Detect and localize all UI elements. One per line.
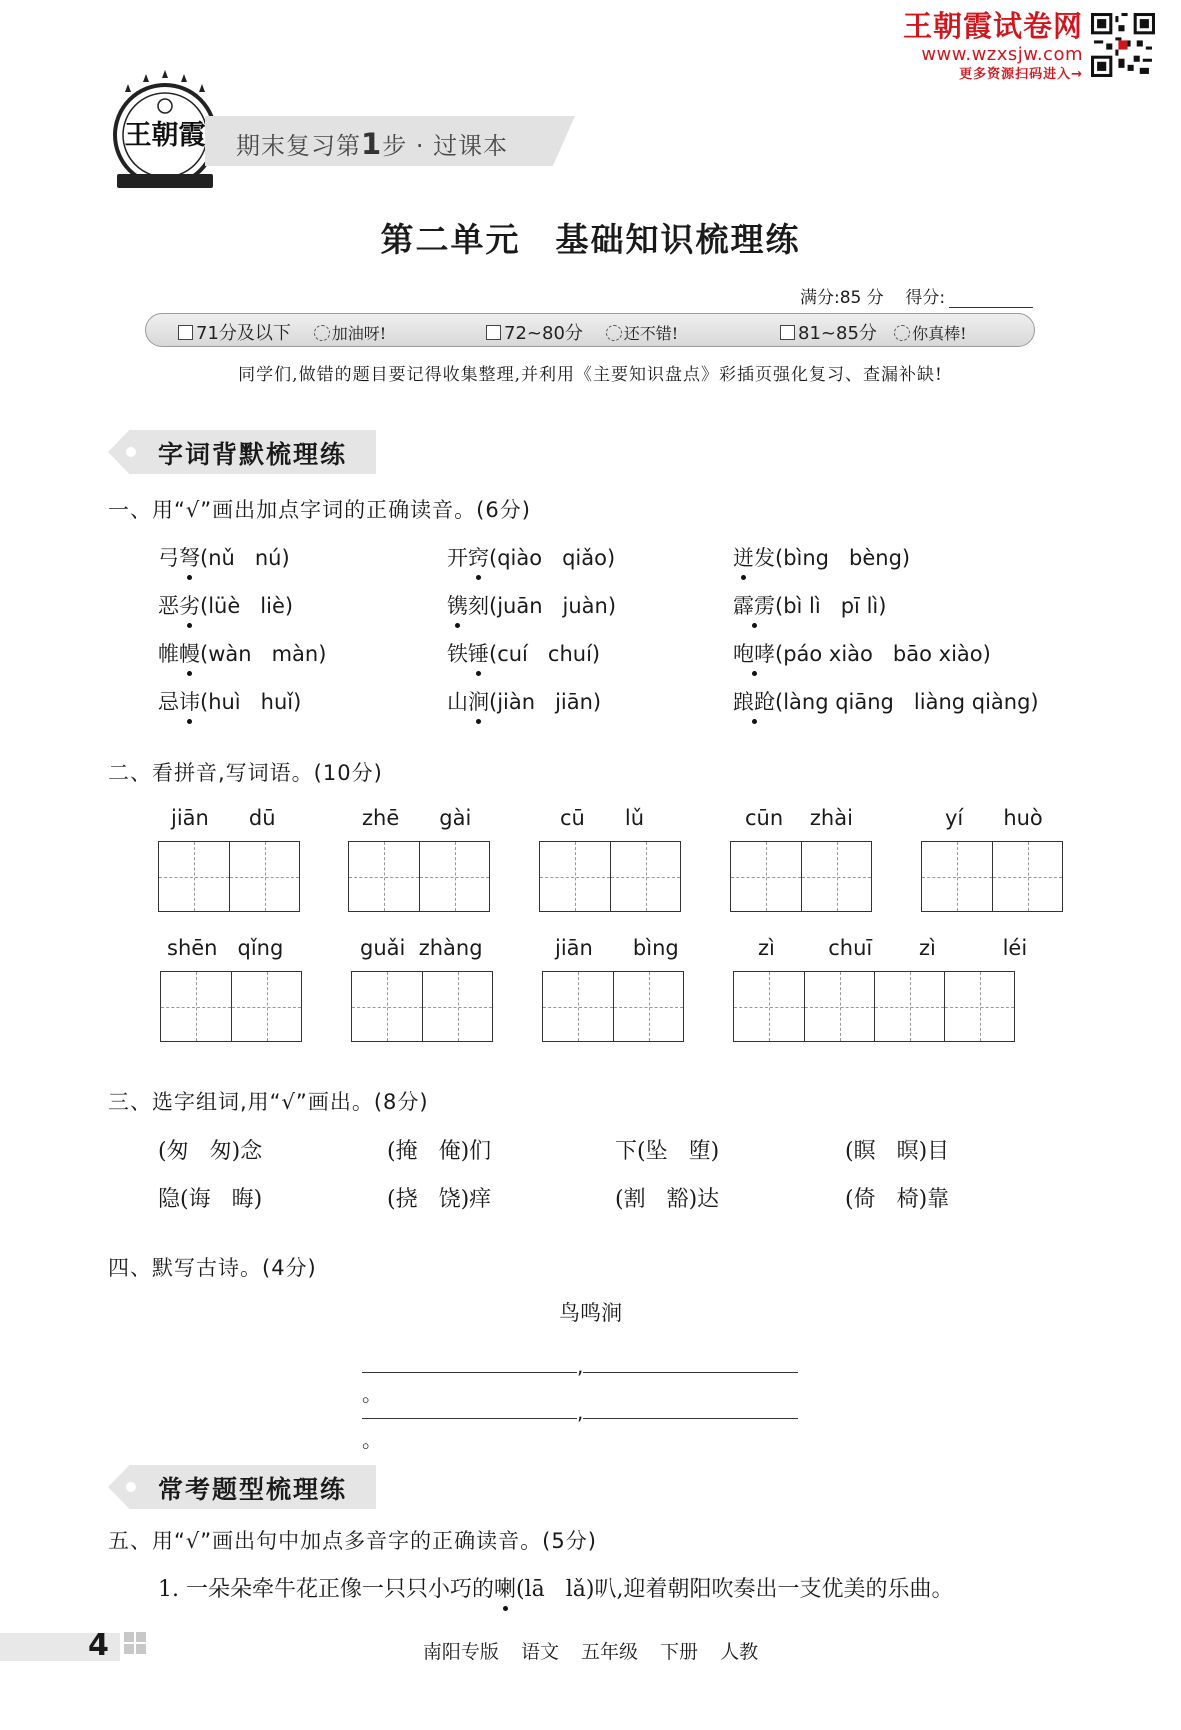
brand-more: 更多资源扫码进入→ xyxy=(959,67,1083,82)
page-title: 第二单元 基础知识梳理练 xyxy=(380,220,801,259)
pinyin-label: guǎi zhàng xyxy=(360,936,483,960)
brand-block xyxy=(902,9,1083,82)
q1-item[interactable]: 铁锤(cuí chuí) xyxy=(447,638,600,668)
q1-item[interactable]: 踉跄(làng qiāng liàng qiàng) xyxy=(733,686,1039,716)
smiley-icon xyxy=(894,325,910,341)
pinyin-label: zhē gài xyxy=(362,806,472,830)
q1-item[interactable]: 山涧(jiàn jiān) xyxy=(447,686,601,716)
svg-text:王朝霞: 王朝霞 xyxy=(124,120,206,151)
q1-item[interactable]: 帷幔(wàn màn) xyxy=(158,638,326,668)
checkbox-icon[interactable] xyxy=(780,325,795,340)
q3-item[interactable]: (挠 饶)痒 xyxy=(387,1187,492,1212)
tianzige-box[interactable] xyxy=(160,971,302,1042)
q5-sentence-1[interactable]: 1. 一朵朵牵牛花正像一只只小巧的喇(lā lǎ)叭,迎着朝阳吹奏出一支优美的乐曲。 xyxy=(158,1572,953,1603)
rating-option-1[interactable]: 71分及以下 加油呀! xyxy=(178,319,386,345)
pinyin-label: zì chuī zì léi xyxy=(758,936,1028,960)
pinyin-label: jiān bìng xyxy=(555,936,679,960)
brand-url[interactable]: www.wzxsjw.com xyxy=(921,44,1083,65)
score-label: 得分: xyxy=(905,288,946,308)
question-1-title: 一、用“√”画出加点字词的正确读音。(6分) xyxy=(108,498,531,522)
q1-item[interactable]: 霹雳(bì lì pī lì) xyxy=(733,590,886,620)
answer-blank[interactable] xyxy=(583,1417,798,1419)
tianzige-box[interactable] xyxy=(539,841,681,912)
qr-code-icon[interactable] xyxy=(1091,13,1155,77)
q1-item[interactable]: 恶劣(lüè liè) xyxy=(158,590,293,620)
q1-item[interactable]: 镌刻(juān juàn) xyxy=(447,590,616,620)
pinyin-label: shēn qǐng xyxy=(167,936,284,960)
pinyin-label: yí huò xyxy=(945,806,1043,830)
footer-text: 南阳专版 语文 五年级 下册 人教 xyxy=(422,1641,759,1663)
rating-option-2[interactable]: 72~80分 还不错! xyxy=(486,319,678,345)
q1-item[interactable]: 忌讳(huì huǐ) xyxy=(158,686,301,716)
q1-item[interactable]: 咆哮(páo xiào bāo xiào) xyxy=(733,638,991,668)
section-title-2: 常考题型梳理练 xyxy=(158,1475,348,1504)
q1-item[interactable]: 弓弩(nǔ nú) xyxy=(158,542,290,572)
answer-blank[interactable] xyxy=(362,1371,577,1373)
tianzige-box[interactable] xyxy=(730,841,872,912)
tianzige-box[interactable] xyxy=(921,841,1063,912)
rating-option-3[interactable]: 81~85分 你真棒! xyxy=(780,319,967,345)
smiley-icon xyxy=(314,325,330,341)
question-5-title: 五、用“√”画出句中加点多音字的正确读音。(5分) xyxy=(108,1529,597,1553)
pinyin-label: cū lǔ xyxy=(560,806,645,830)
tianzige-box[interactable] xyxy=(158,841,300,912)
checkbox-icon[interactable] xyxy=(486,325,501,340)
poem-title: 鸟鸣涧 xyxy=(559,1301,622,1325)
score-line xyxy=(800,283,1033,308)
answer-blank[interactable] xyxy=(583,1371,798,1373)
q3-item[interactable]: (割 豁)达 xyxy=(615,1187,720,1212)
q3-item[interactable]: (倚 椅)靠 xyxy=(845,1187,950,1212)
score-blank[interactable] xyxy=(949,291,1033,308)
q1-item[interactable]: 迸发(bìng bèng) xyxy=(733,542,910,572)
bullet-dot-icon xyxy=(126,447,136,457)
brand-name: 王朝霞试卷网 xyxy=(902,9,1083,43)
page-number: 4 xyxy=(88,1628,109,1663)
question-2-title: 二、看拼音,写词语。(10分) xyxy=(108,761,383,785)
q3-item[interactable]: 隐(诲 晦) xyxy=(158,1187,263,1212)
poem-line-2[interactable]: ,。 xyxy=(362,1400,812,1453)
step-number: 1 xyxy=(361,127,383,161)
tip-text: 同学们,做错的题目要记得收集整理,并利用《主要知识盘点》彩插页强化复习、查漏补缺! xyxy=(238,365,943,385)
q3-item[interactable]: (匆 匆)念 xyxy=(158,1139,263,1164)
tianzige-box[interactable] xyxy=(348,841,490,912)
answer-blank[interactable] xyxy=(362,1417,577,1419)
q3-item[interactable]: (瞑 暝)目 xyxy=(845,1139,950,1164)
checkbox-icon[interactable] xyxy=(178,325,193,340)
q1-item[interactable]: 开窍(qiào qiǎo) xyxy=(447,542,615,572)
pinyin-label: cūn zhài xyxy=(745,806,853,830)
full-score: 满分:85 分 xyxy=(800,288,884,308)
step-label: 期末复习第1步 · 过课本 xyxy=(236,127,509,161)
tianzige-box[interactable] xyxy=(542,971,684,1042)
tianzige-box[interactable] xyxy=(733,971,1015,1042)
question-3-title: 三、选字组词,用“√”画出。(8分) xyxy=(108,1090,429,1114)
tianzige-box[interactable] xyxy=(351,971,493,1042)
pinyin-label: jiān dū xyxy=(171,806,276,830)
poem-line-1[interactable]: ,。 xyxy=(362,1354,812,1407)
q3-item[interactable]: 下(坠 堕) xyxy=(615,1139,720,1164)
q3-item[interactable]: (掩 俺)们 xyxy=(387,1139,492,1164)
bullet-dot-icon xyxy=(126,1482,136,1492)
section-title-1: 字词背默梳理练 xyxy=(158,440,348,469)
question-4-title: 四、默写古诗。(4分) xyxy=(108,1256,317,1280)
smiley-icon xyxy=(606,325,622,341)
